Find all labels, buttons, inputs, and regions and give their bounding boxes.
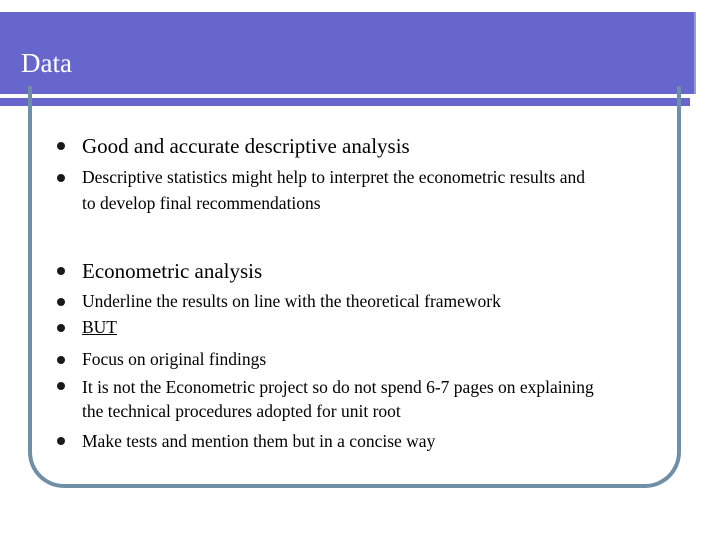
bullet-icon bbox=[57, 298, 65, 306]
bullet-icon bbox=[57, 267, 65, 275]
bullet-item-but: BUT bbox=[82, 317, 117, 337]
bullet-icon bbox=[57, 142, 65, 150]
bullet-item-original-findings: Focus on original findings bbox=[82, 349, 267, 369]
slide-header bbox=[0, 12, 696, 94]
bullet-item-econometric-analysis: Econometric analysis bbox=[82, 259, 263, 283]
bullet-item-descriptive-statistics-line2: to develop final recommendations bbox=[82, 193, 321, 213]
bullet-icon bbox=[57, 437, 65, 445]
slide-title: Data bbox=[21, 48, 72, 78]
bullet-item-descriptive-analysis: Good and accurate descriptive analysis bbox=[82, 134, 410, 158]
bullet-item-not-econometric-project-line2: the technical procedures adopted for unit root bbox=[82, 401, 401, 421]
bullet-item-not-econometric-project-line1: It is not the Econometric project so do not spend 6-7 pages on explaining bbox=[82, 377, 594, 397]
bullet-icon bbox=[57, 356, 65, 364]
bullet-item-concise-tests: Make tests and mention them but in a concise way bbox=[82, 431, 436, 451]
bullet-icon bbox=[57, 174, 65, 182]
bullet-icon bbox=[57, 382, 65, 390]
bullet-icon bbox=[57, 324, 65, 332]
bullet-item-underline-results: Underline the results on line with the theoretical framework bbox=[82, 291, 501, 311]
bullet-item-descriptive-statistics-line1: Descriptive statistics might help to interpret the econometric results and bbox=[82, 167, 585, 187]
